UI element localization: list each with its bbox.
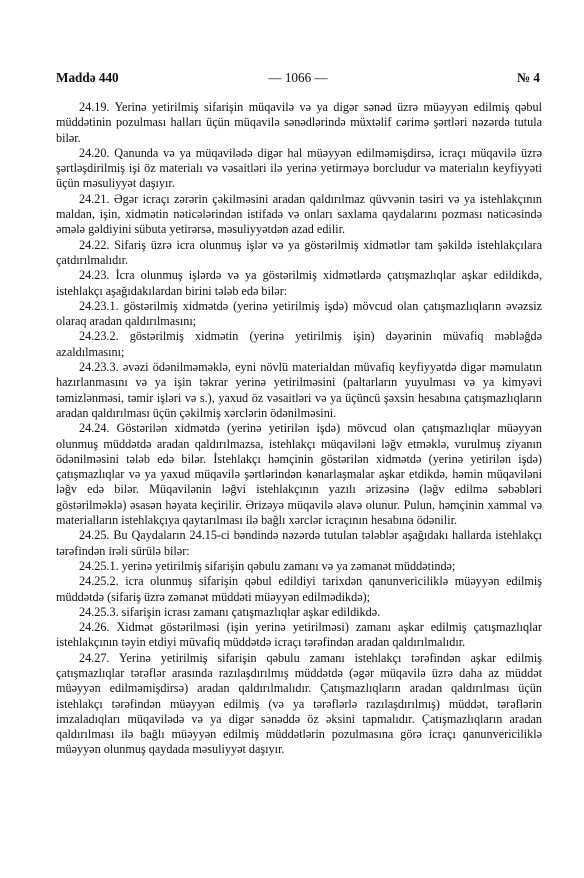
- paragraph-24-22: 24.22. Sifariş üzrə icra olunmuş işlər və ya göstərilmiş xidmətlər tam şəkildə istehlakçılara çatdırılmalıdır.: [56, 237, 542, 267]
- page-header: [56, 69, 540, 87]
- paragraph-24-25: 24.25. Bu Qaydaların 24.15-ci bəndində nəzərdə tutulan tələblər aşağıdakı hallarda istehlakçı tərəfindən irəli sürülə bilər:: [56, 528, 542, 558]
- page-number: — 1066 —: [268, 70, 328, 85]
- paragraph-24-26: 24.26. Xidmət göstərilməsi (işin yerinə yetirilməsi) zamanı aşkar edilmiş çatışmazlıqlar istehlakçının təyin etdiyi müvafiq müddətdə icraçı tərəfindən aradan qaldırılmalıdır.: [56, 620, 542, 650]
- paragraph-24-21: 24.21. Əgər icraçı zərərin çəkilməsini aradan qaldırılmaz qüvvənin təsiri və ya istehlakçının maldan, işin, xidmətin nəticələrindən istifadə və onları saxlama qaydalarını pozması nəticəsində əmələ gəldiyini sübuta yetirərsə, məsuliyyətdən azad edilir.: [56, 191, 542, 237]
- paragraph-24-20: 24.20. Qanunda və ya müqavilədə digər hal müəyyən edilməmişdirsə, icraçı müqavilə üzrə şərtləşdirilmiş işi öz materialı və vəsaitləri ilə yerinə yetirməyə borcludur və materialın keyfiyyəti üçün məsuliyyət daşıyır.: [56, 145, 542, 191]
- paragraph-24-23: 24.23. İcra olunmuş işlərdə və ya göstərilmiş xidmətlərdə çatışmazlıqlar aşkar edildikdə, istehlakçı aşağıdakılardan birini tələb edə bilər:: [56, 268, 542, 298]
- paragraph-24-23-3: 24.23.3. əvəzi ödənilməməklə, eyni növlü materialdan müvafiq keyfiyyətdə digər məmulatın hazırlanmasını və ya işin təkrar yerinə yetirilməsini (paltarların yuyulması və ya kimyəvi təmizlənməsi, təmir işləri və s.), yaxud öz vəsaitləri və ya üçüncü şəxsin hesabına çatışmazlıqların aradan qaldırılması üçün çəkilmiş xərclərin ödənilməsini.: [56, 360, 542, 420]
- paragraph-24-27: 24.27. Yerinə yetirilmiş sifarişin qəbulu zamanı istehlakçı tərəfindən aşkar edilmiş çatışmazlıqlar tərəflər arasında razılaşdırılmış müddətdə (əgər müqavilə üzrə daha az müddət müəyyən edilməmişdirsə) aradan qaldırılmalıdır. Çatışmazlıqların aradan qaldırılması üçün istehlakçı tərəfindən müəyyən edilmiş (və ya tərəflərlə razılaşdırılmış) müddət, tərəflərin imzaladıqları müqavilədə və ya digər sənəddə öz əksini tapmalıdır. Çatışmazlıqların aradan qaldırılması ilə bağlı müəyyən edilmiş müddətlərin pozulmasına görə icraçı qanunvericiliklə müəyyən olunmuş qaydada məsuliyyət daşıyır.: [56, 650, 542, 757]
- paragraph-24-25-1: 24.25.1. yerinə yetirilmiş sifarişin qəbulu zamanı və ya zəmanət müddətində;: [79, 558, 456, 573]
- paragraph-24-25-2: 24.25.2. icra olunmuş sifarişin qəbul edildiyi tarixdən qanunvericiliklə müəyyən edilmiş müddətdə (sifariş üzrə zəmanət müddəti müəyyən edilmədikdə);: [56, 574, 542, 604]
- document-body: [56, 100, 542, 758]
- paragraph-24-23-2: 24.23.2. göstərilmiş xidmətin (yerinə yetirilmiş işin) dəyərinin müvafiq məbləğdə azaldılmasını;: [56, 329, 542, 359]
- article-label: Maddə 440: [56, 70, 119, 85]
- paragraph-24-23-1: 24.23.1. göstərilmiş xidmətdə (yerinə yetirilmiş işdə) mövcud olan çatışmazlıqların əvəzsiz olaraq aradan qaldırılmasını;: [56, 298, 542, 329]
- paragraph-24-24: 24.24. Göstərilən xidmətdə (yerinə yetirilən işdə) mövcud olan çatışmazlıqlar müəyyən olunmuş müddətdə aradan qaldırılmazsa, istehlakçı müqaviləni ləğv etməklə, vurulmuş ziyanın ödənilməsini tələb edə bilər. İstehlakçı həmçinin göstərilən xidmətdə (yerinə yetirilən işdə) çatışmazlıqlar və ya yaxud müqavilə şərtlərindən kənarlaşmalar aşkar etdikdə, həmin müqaviləni ləğv edə bilər. Müqavilənin ləğvi istehlakçının yazılı ərizəsinə (ləğv edilmə səbəbləri göstərilməklə) əsasən həyata keçirilir. Ərizəyə müqavilə əlavə olunur. Pulun, həmçinin xammal və materialların istehlakçıya qaytarılması ilə bağlı xərclər icraçının hesabına ödənilir.: [56, 421, 542, 528]
- paragraph-24-25-3: 24.25.3. sifarişin icrası zamanı çatışmazlıqlar aşkar edildikdə.: [79, 604, 381, 619]
- paragraph-24-19: 24.19. Yerinə yetirilmiş sifarişin müqavilə və ya digər sənəd üzrə müəyyən edilmiş qəbul müddətinin pozulması halları üçün müqavilə sənədlərində müxtəlif cərimə şərtləri nəzərdə tutula bilər.: [56, 100, 542, 145]
- issue-number: № 4: [516, 70, 540, 85]
